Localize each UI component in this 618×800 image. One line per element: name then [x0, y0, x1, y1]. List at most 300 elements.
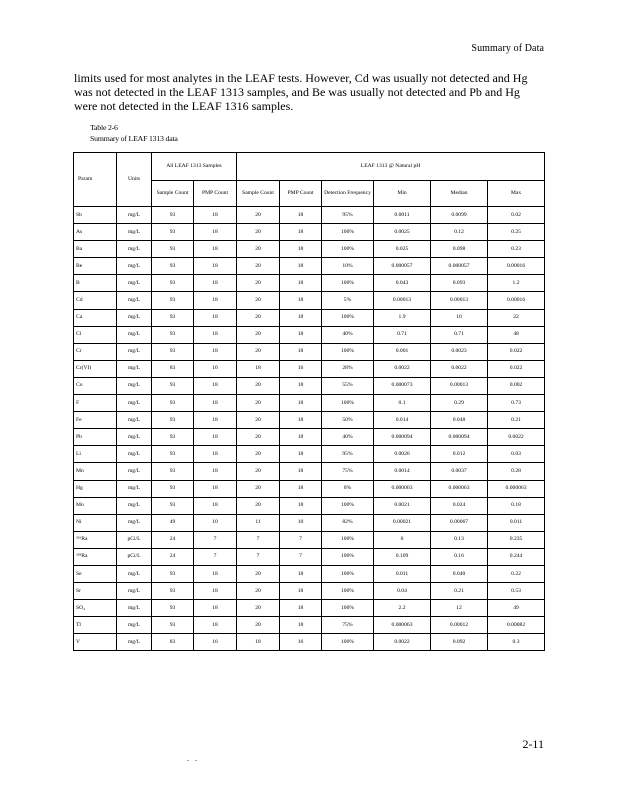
sample-count-cell: 93 [152, 343, 194, 360]
pmp-count-cell: 18 [280, 600, 322, 617]
pmp-count-cell: 18 [194, 326, 237, 343]
sample-count-cell: 93 [152, 583, 194, 600]
median-cell: 0.16 [431, 548, 488, 565]
detection-frequency-header: Detection Frequency [322, 181, 374, 207]
pmp-count-cell: 18 [194, 480, 237, 497]
median-cell: 0.71 [431, 326, 488, 343]
pmp-count-cell: 18 [194, 241, 237, 258]
min-cell: 1.9 [374, 309, 431, 326]
min-cell: 2.2 [374, 600, 431, 617]
param-cell: As [74, 224, 117, 241]
median-cell: 10 [431, 309, 488, 326]
detection-frequency-cell: 100% [322, 343, 374, 360]
units-cell: mg/L [117, 360, 152, 377]
param-cell: SO₄ [74, 600, 117, 617]
min-cell: 0.0025 [374, 224, 431, 241]
table-row [74, 600, 545, 617]
sample-count-cell: 20 [237, 377, 280, 394]
sample-count-cell: 20 [237, 309, 280, 326]
min-cell: 0.04 [374, 583, 431, 600]
param-cell: B [74, 275, 117, 292]
units-cell: mg/L [117, 463, 152, 480]
min-cell: 0.000073 [374, 377, 431, 394]
table-row [74, 309, 545, 326]
detection-frequency-cell: 0% [322, 480, 374, 497]
detection-frequency-cell: 75% [322, 617, 374, 634]
pmp-count-cell: 18 [194, 343, 237, 360]
sample-count-cell: 11 [237, 514, 280, 531]
table-title: Summary of LEAF 1313 data [90, 134, 178, 143]
max-cell: 0.21 [488, 412, 545, 429]
param-cell: ²²⁸Ra [74, 548, 117, 565]
sample-count-cell: 20 [237, 275, 280, 292]
param-cell: Sb [74, 207, 117, 224]
pmp-count-cell: 18 [280, 412, 322, 429]
page-header: Summary of Data [471, 43, 544, 54]
sample-count-cell: 83 [152, 360, 194, 377]
units-cell: mg/L [117, 395, 152, 412]
units-cell: mg/L [117, 326, 152, 343]
sample-count-cell: 20 [237, 600, 280, 617]
min-cell: 0.000057 [374, 258, 431, 275]
units-cell: mg/L [117, 275, 152, 292]
pmp-count-header: PMP Count [194, 181, 237, 207]
param-cell: Se [74, 565, 117, 582]
sample-count-cell: 18 [237, 634, 280, 651]
detection-frequency-cell: 5% [322, 292, 374, 309]
median-cell: 0.00013 [431, 292, 488, 309]
pmp-count-cell: 18 [280, 309, 322, 326]
param-cell: Co [74, 377, 117, 394]
pmp-count-cell: 18 [194, 463, 237, 480]
units-cell: mg/L [117, 600, 152, 617]
max-header: Max [488, 181, 545, 207]
sample-count-cell: 20 [237, 224, 280, 241]
min-cell: 0.043 [374, 275, 431, 292]
pmp-count-cell: 18 [280, 446, 322, 463]
pmp-count-cell: 18 [280, 565, 322, 582]
param-cell: Be [74, 258, 117, 275]
sample-count-cell: 49 [152, 514, 194, 531]
sample-count-cell: 20 [237, 463, 280, 480]
median-cell: 0.0099 [431, 207, 488, 224]
units-cell: mg/L [117, 617, 152, 634]
pmp-count-cell: 18 [280, 463, 322, 480]
pmp-count-cell: 18 [194, 446, 237, 463]
median-cell: 0.093 [431, 275, 488, 292]
min-cell: 0.0021 [374, 497, 431, 514]
detection-frequency-cell: 100% [322, 497, 374, 514]
sample-count-cell: 20 [237, 412, 280, 429]
detection-frequency-cell: 100% [322, 565, 374, 582]
pmp-count-cell: 18 [280, 377, 322, 394]
pmp-count-cell: 18 [194, 412, 237, 429]
median-cell: 0.13 [431, 531, 488, 548]
median-cell: 0.00067 [431, 514, 488, 531]
median-cell: 0.040 [431, 565, 488, 582]
detection-frequency-cell: 40% [322, 326, 374, 343]
table-row [74, 514, 545, 531]
sample-count-cell: 93 [152, 292, 194, 309]
pmp-count-cell: 7 [280, 548, 322, 565]
units-cell: mg/L [117, 309, 152, 326]
param-cell: F [74, 395, 117, 412]
param-cell: Ca [74, 309, 117, 326]
min-cell: 0.0022 [374, 360, 431, 377]
pmp-count-cell: 18 [194, 565, 237, 582]
footer-marks: . . [187, 754, 199, 763]
units-cell: mg/L [117, 258, 152, 275]
table-row [74, 617, 545, 634]
pmp-count-cell: 18 [280, 258, 322, 275]
sample-count-cell: 93 [152, 395, 194, 412]
max-cell: 0.53 [488, 583, 545, 600]
max-cell: 0.235 [488, 531, 545, 548]
table-row [74, 412, 545, 429]
data-table-wrapper [73, 152, 544, 651]
sample-count-cell: 93 [152, 463, 194, 480]
sample-count-cell: 93 [152, 600, 194, 617]
detection-frequency-cell: 100% [322, 275, 374, 292]
max-cell: 0.28 [488, 463, 545, 480]
table-row [74, 360, 545, 377]
param-cell: Mo [74, 497, 117, 514]
pmp-count-cell: 16 [280, 360, 322, 377]
max-cell: 0.18 [488, 497, 545, 514]
table-row [74, 565, 545, 582]
table-row [74, 292, 545, 309]
pmp-count-cell: 18 [194, 258, 237, 275]
table-row [74, 377, 545, 394]
pmp-count-cell: 16 [194, 360, 237, 377]
min-cell: 0.00021 [374, 514, 431, 531]
table-row [74, 224, 545, 241]
pmp-count-cell: 18 [194, 224, 237, 241]
detection-frequency-cell: 100% [322, 224, 374, 241]
units-cell: mg/L [117, 241, 152, 258]
pmp-count-cell: 18 [280, 275, 322, 292]
sample-count-cell: 93 [152, 326, 194, 343]
param-cell: Cr [74, 343, 117, 360]
sample-count-cell: 20 [237, 258, 280, 275]
median-cell: 0.00012 [431, 617, 488, 634]
sample-count-cell: 83 [152, 634, 194, 651]
pmp-count-cell: 18 [280, 429, 322, 446]
pmp-count-cell: 18 [194, 429, 237, 446]
detection-frequency-cell: 40% [322, 429, 374, 446]
sample-count-cell: 20 [237, 429, 280, 446]
detection-frequency-cell: 100% [322, 548, 374, 565]
pmp-count-cell: 18 [194, 377, 237, 394]
min-cell: 0.011 [374, 565, 431, 582]
pmp-count-cell: 18 [194, 583, 237, 600]
median-cell: 0.000063 [431, 480, 488, 497]
sample-count-cell: 20 [237, 565, 280, 582]
min-cell: 0.000063 [374, 617, 431, 634]
median-cell: 0.29 [431, 395, 488, 412]
units-cell: mg/L [117, 224, 152, 241]
sample-count-cell: 93 [152, 429, 194, 446]
table-body [74, 207, 545, 651]
param-cell: Fe [74, 412, 117, 429]
table-number: Table 2-6 [90, 123, 118, 132]
detection-frequency-cell: 28% [322, 360, 374, 377]
sample-count-header: Sample Count [237, 181, 280, 207]
min-cell: 0.000063 [374, 480, 431, 497]
min-cell: 0.001 [374, 343, 431, 360]
sample-count-cell: 93 [152, 480, 194, 497]
param-cell: ²²⁶Ra [74, 531, 117, 548]
min-cell: 0.1 [374, 395, 431, 412]
min-cell: 0.025 [374, 241, 431, 258]
pmp-count-cell: 18 [194, 207, 237, 224]
detection-frequency-cell: 100% [322, 600, 374, 617]
sample-count-cell: 93 [152, 377, 194, 394]
sample-count-cell: 20 [237, 395, 280, 412]
pmp-count-cell: 18 [280, 326, 322, 343]
pmp-count-cell: 18 [280, 395, 322, 412]
pmp-count-cell: 18 [194, 617, 237, 634]
pmp-count-cell: 16 [194, 634, 237, 651]
median-cell: 0.0037 [431, 463, 488, 480]
median-cell: 0.000057 [431, 258, 488, 275]
median-cell: 0.024 [431, 497, 488, 514]
table-row [74, 480, 545, 497]
table-row [74, 275, 545, 292]
max-cell: 22 [488, 309, 545, 326]
max-cell: 0.000063 [488, 480, 545, 497]
max-cell: 0.23 [488, 241, 545, 258]
sample-count-cell: 93 [152, 412, 194, 429]
units-cell: mg/L [117, 429, 152, 446]
sample-count-cell: 7 [237, 548, 280, 565]
min-header: Min [374, 181, 431, 207]
min-cell: 0 [374, 531, 431, 548]
units-cell: pCi/L [117, 531, 152, 548]
all-samples-group-header: All LEAF 1313 Samples [152, 153, 237, 181]
param-cell: Hg [74, 480, 117, 497]
median-cell: 0.0022 [431, 360, 488, 377]
param-cell: Mn [74, 463, 117, 480]
units-cell: mg/L [117, 207, 152, 224]
min-cell: 0.71 [374, 326, 431, 343]
pmp-count-header: PMP Count [280, 181, 322, 207]
sample-count-cell: 20 [237, 207, 280, 224]
table-row [74, 207, 545, 224]
max-cell: 0.00016 [488, 258, 545, 275]
table-row [74, 326, 545, 343]
param-header: Param [74, 153, 117, 207]
min-cell: 0.0011 [374, 207, 431, 224]
sample-count-cell: 20 [237, 583, 280, 600]
detection-frequency-cell: 100% [322, 531, 374, 548]
detection-frequency-cell: 82% [322, 514, 374, 531]
median-cell: 0.12 [431, 224, 488, 241]
pmp-count-cell: 18 [194, 395, 237, 412]
min-cell: 0.000094 [374, 429, 431, 446]
page-number: 2-11 [522, 737, 544, 751]
max-cell: 0.3 [488, 634, 545, 651]
sample-count-cell: 7 [237, 531, 280, 548]
median-cell: 12 [431, 600, 488, 617]
max-cell: 0.02 [488, 207, 545, 224]
table-row [74, 531, 545, 548]
pmp-count-cell: 18 [280, 241, 322, 258]
max-cell: 0.022 [488, 360, 545, 377]
pmp-count-cell: 18 [280, 292, 322, 309]
table-row [74, 241, 545, 258]
median-cell: 0.000094 [431, 429, 488, 446]
max-cell: 0.002 [488, 377, 545, 394]
param-cell: Sr [74, 583, 117, 600]
pmp-count-cell: 18 [280, 207, 322, 224]
table-row [74, 343, 545, 360]
median-cell: 0.00013 [431, 377, 488, 394]
max-cell: 0.25 [488, 224, 545, 241]
pmp-count-cell: 16 [280, 634, 322, 651]
detection-frequency-cell: 75% [322, 463, 374, 480]
table-row [74, 463, 545, 480]
median-cell: 0.012 [431, 446, 488, 463]
sample-count-header: Sample Count [152, 181, 194, 207]
units-cell: mg/L [117, 446, 152, 463]
pmp-count-cell: 18 [280, 583, 322, 600]
sample-count-cell: 93 [152, 258, 194, 275]
detection-frequency-cell: 95% [322, 207, 374, 224]
pmp-count-cell: 18 [280, 480, 322, 497]
sample-count-cell: 20 [237, 241, 280, 258]
min-cell: 0.109 [374, 548, 431, 565]
sample-count-cell: 93 [152, 275, 194, 292]
pmp-count-cell: 7 [194, 531, 237, 548]
median-cell: 0.21 [431, 583, 488, 600]
param-cell: Tl [74, 617, 117, 634]
param-cell: Cl [74, 326, 117, 343]
min-cell: 0.00013 [374, 292, 431, 309]
units-cell: mg/L [117, 497, 152, 514]
max-cell: 1.2 [488, 275, 545, 292]
units-cell: mg/L [117, 514, 152, 531]
max-cell: 0.73 [488, 395, 545, 412]
pmp-count-cell: 18 [194, 497, 237, 514]
max-cell: 48 [488, 326, 545, 343]
detection-frequency-cell: 55% [322, 377, 374, 394]
sample-count-cell: 20 [237, 343, 280, 360]
intro-paragraph: limits used for most analytes in the LEAF tests. However, Cd was usually not detected and Hg was not detected in the LEAF 1313 samples, and Be was usually not detected and Pb and Hg were not detected in the LEAF 1316 samples. [74, 71, 528, 113]
sample-count-cell: 93 [152, 617, 194, 634]
detection-frequency-cell: 100% [322, 395, 374, 412]
units-cell: mg/L [117, 377, 152, 394]
leaf-1313-table [73, 152, 545, 651]
sample-count-cell: 20 [237, 480, 280, 497]
detection-frequency-cell: 100% [322, 634, 374, 651]
sample-count-cell: 24 [152, 531, 194, 548]
units-cell: mg/L [117, 292, 152, 309]
sample-count-cell: 20 [237, 497, 280, 514]
detection-frequency-cell: 100% [322, 241, 374, 258]
table-row [74, 429, 545, 446]
pmp-count-cell: 18 [194, 309, 237, 326]
natural-ph-group-header: LEAF 1313 @ Natural pH [237, 153, 545, 181]
detection-frequency-cell: 100% [322, 583, 374, 600]
param-cell: Cr(VI) [74, 360, 117, 377]
sample-count-cell: 93 [152, 241, 194, 258]
max-cell: 0.00082 [488, 617, 545, 634]
max-cell: 0.244 [488, 548, 545, 565]
sample-count-cell: 93 [152, 446, 194, 463]
sample-count-cell: 20 [237, 326, 280, 343]
min-cell: 0.0014 [374, 463, 431, 480]
param-cell: Pb [74, 429, 117, 446]
median-cell: 0.0023 [431, 343, 488, 360]
table-row [74, 583, 545, 600]
table-row [74, 548, 545, 565]
table-row [74, 395, 545, 412]
detection-frequency-cell: 50% [322, 412, 374, 429]
median-cell: 0.048 [431, 412, 488, 429]
units-header: Units [117, 153, 152, 207]
max-cell: 0.022 [488, 343, 545, 360]
max-cell: 0.0022 [488, 429, 545, 446]
param-cell: Cd [74, 292, 117, 309]
pmp-count-cell: 10 [280, 514, 322, 531]
units-cell: pCi/L [117, 548, 152, 565]
pmp-count-cell: 10 [194, 514, 237, 531]
max-cell: 49 [488, 600, 545, 617]
median-cell: 0.092 [431, 634, 488, 651]
sample-count-cell: 93 [152, 497, 194, 514]
pmp-count-cell: 18 [280, 224, 322, 241]
min-cell: 0.0026 [374, 446, 431, 463]
sample-count-cell: 20 [237, 446, 280, 463]
sample-count-cell: 20 [237, 617, 280, 634]
units-cell: mg/L [117, 583, 152, 600]
table-row [74, 258, 545, 275]
sample-count-cell: 93 [152, 224, 194, 241]
detection-frequency-cell: 100% [322, 309, 374, 326]
units-cell: mg/L [117, 343, 152, 360]
pmp-count-cell: 7 [194, 548, 237, 565]
pmp-count-cell: 18 [194, 292, 237, 309]
units-cell: mg/L [117, 634, 152, 651]
pmp-count-cell: 18 [280, 497, 322, 514]
param-cell: Li [74, 446, 117, 463]
min-cell: 0.0022 [374, 634, 431, 651]
table-caption [90, 122, 178, 144]
pmp-count-cell: 18 [194, 600, 237, 617]
pmp-count-cell: 18 [194, 275, 237, 292]
detection-frequency-cell: 10% [322, 258, 374, 275]
param-cell: Ni [74, 514, 117, 531]
units-cell: mg/L [117, 412, 152, 429]
units-cell: mg/L [117, 480, 152, 497]
table-row [74, 446, 545, 463]
sample-count-cell: 93 [152, 309, 194, 326]
param-cell: Ba [74, 241, 117, 258]
median-header: Median [431, 181, 488, 207]
param-cell: V [74, 634, 117, 651]
table-row [74, 634, 545, 651]
pmp-count-cell: 18 [280, 617, 322, 634]
sample-count-cell: 93 [152, 207, 194, 224]
units-cell: mg/L [117, 565, 152, 582]
sample-count-cell: 18 [237, 360, 280, 377]
median-cell: 0.098 [431, 241, 488, 258]
pmp-count-cell: 7 [280, 531, 322, 548]
sample-count-cell: 93 [152, 565, 194, 582]
min-cell: 0.014 [374, 412, 431, 429]
max-cell: 0.00016 [488, 292, 545, 309]
